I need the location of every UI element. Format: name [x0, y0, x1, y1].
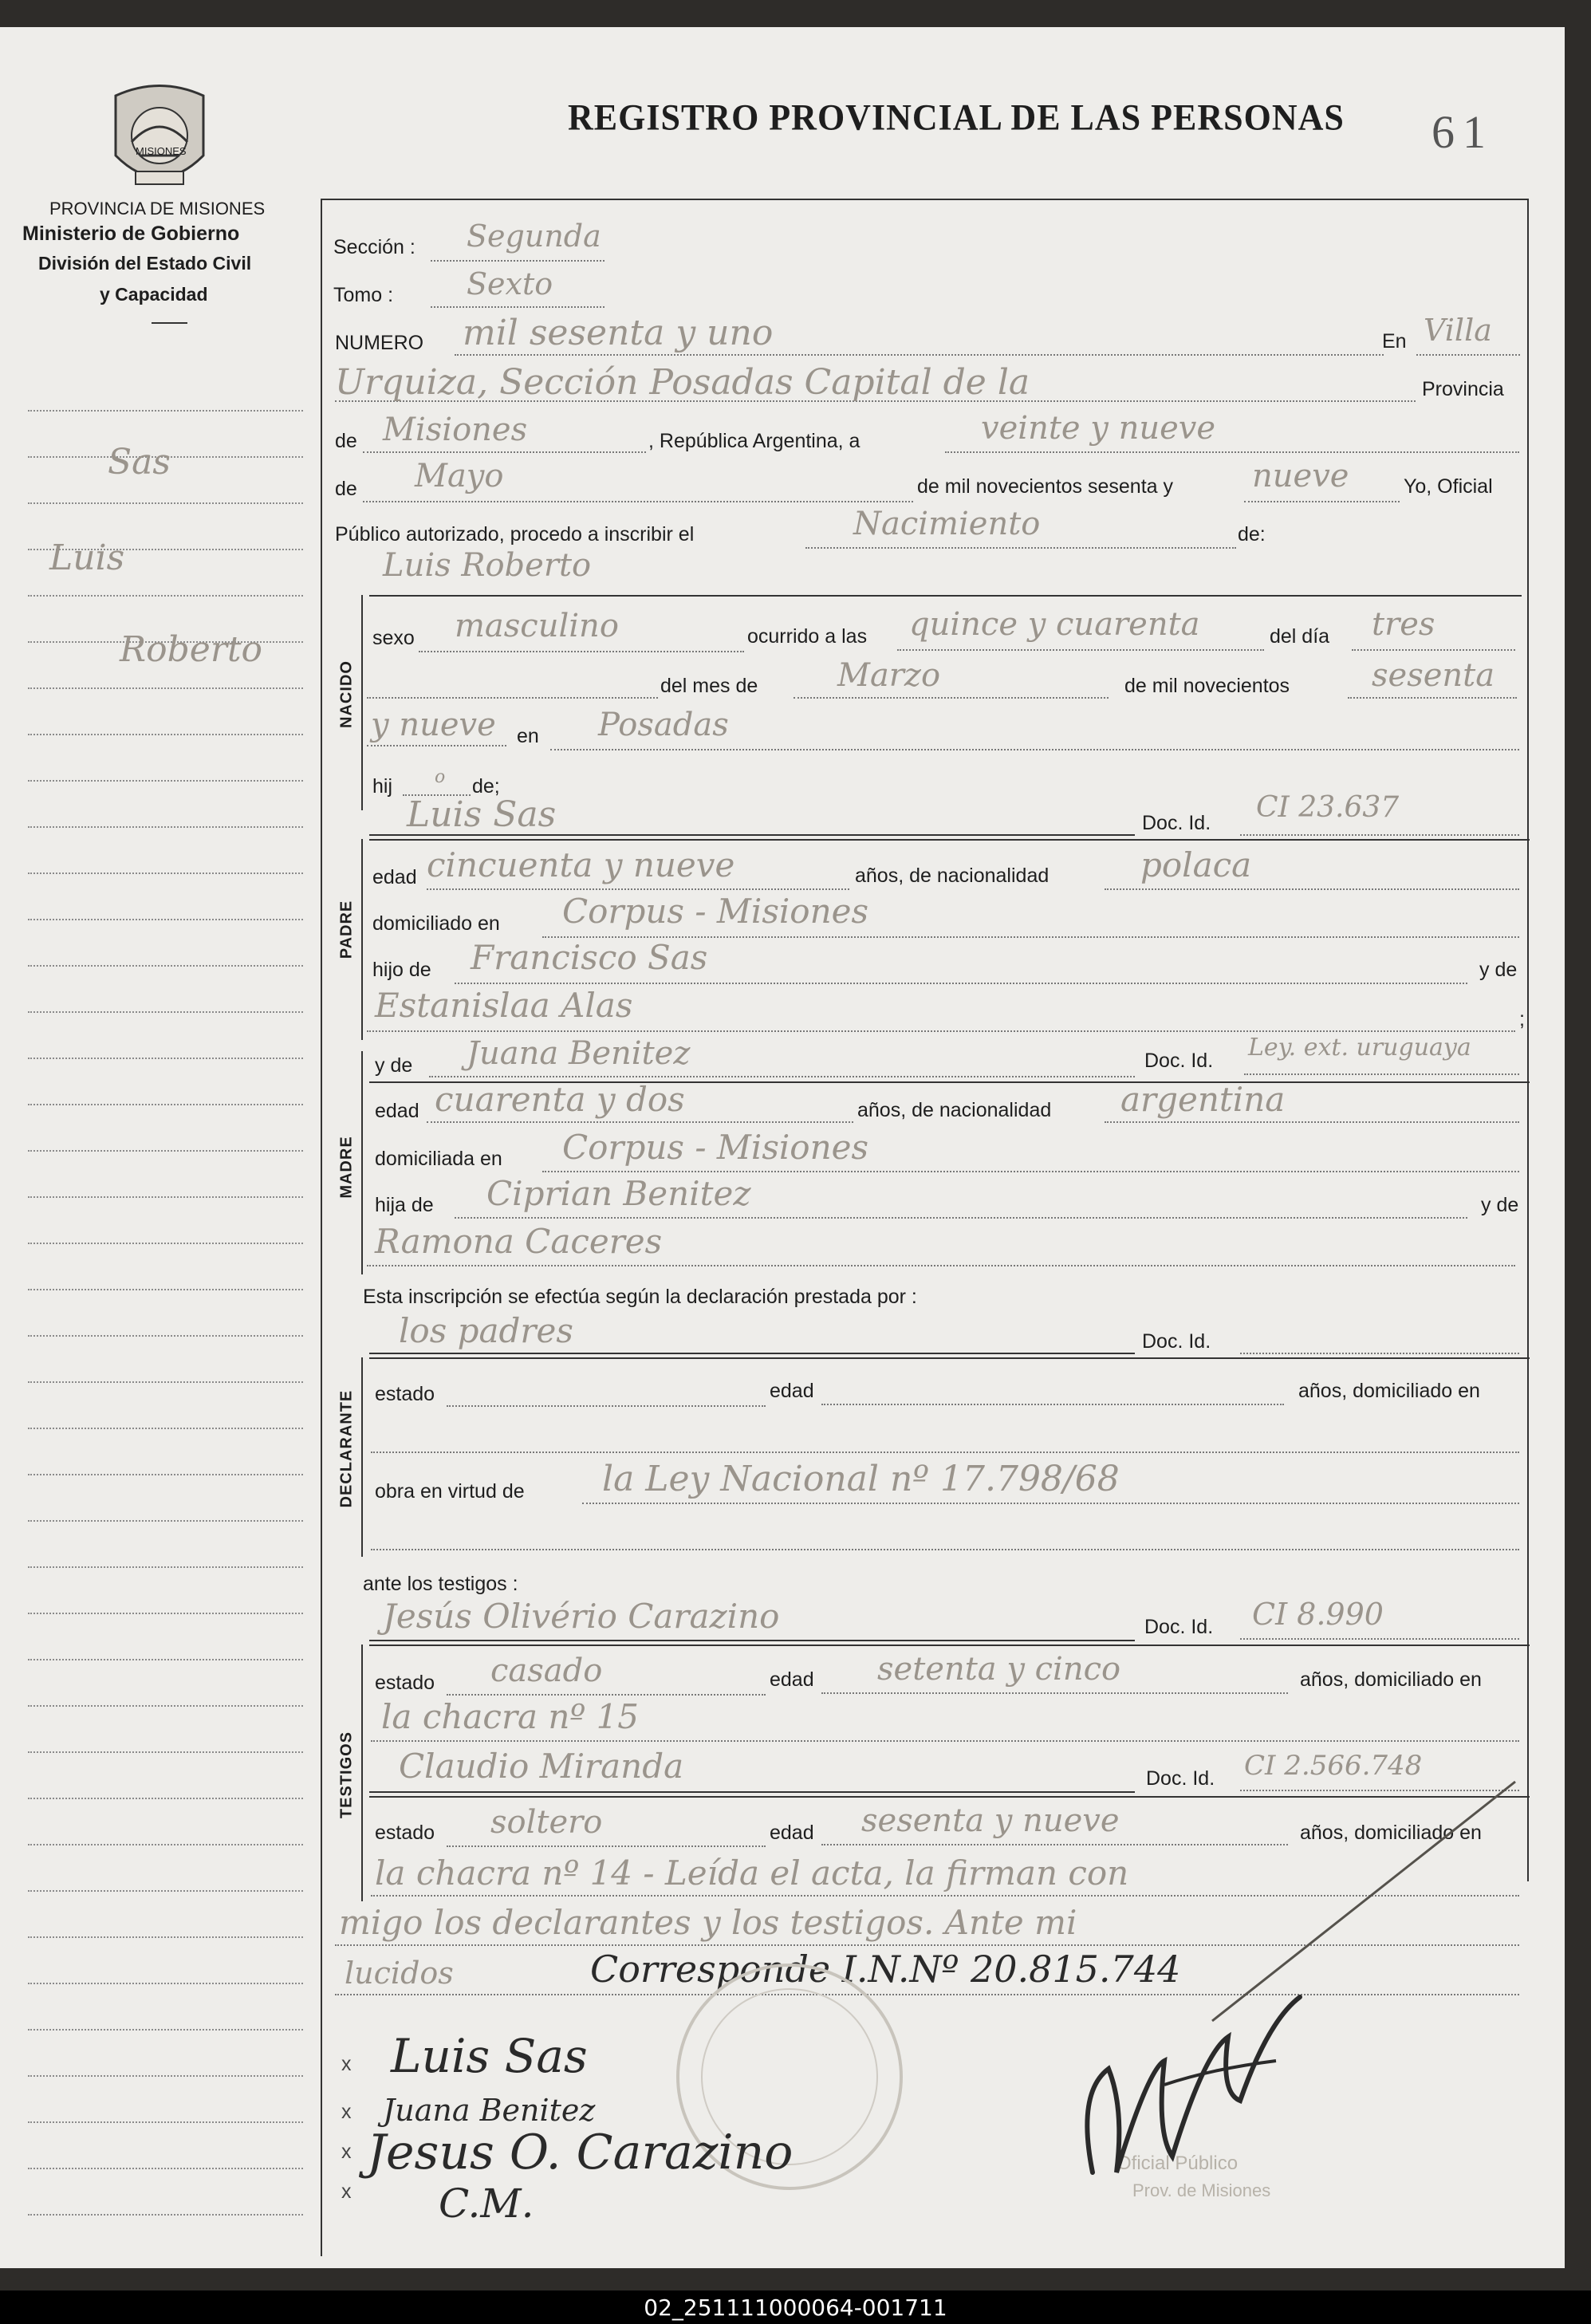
label-del-dia: del día — [1270, 625, 1330, 648]
value-testigo-2-estado: soltero — [490, 1804, 603, 1841]
label-testigo-1-doc: Doc. Id. — [1144, 1616, 1214, 1638]
value-dia-a: veinte y nueve — [981, 410, 1216, 447]
label-de-mil-novecientos: de mil novecientos — [1124, 675, 1290, 697]
signature-3: Jesus O. Carazino — [367, 2125, 794, 2180]
org-line-4: y Capacidad — [100, 284, 208, 305]
value-tomo: Sexto — [467, 266, 553, 301]
label-ocurrido: ocurrido a las — [747, 625, 868, 648]
margin-rule — [28, 965, 303, 967]
margin-rule — [28, 734, 303, 735]
note-line-1: la chacra nº 14 - Leída el acta, la firman con — [375, 1853, 1129, 1893]
label-publico: Público autorizado, procedo a inscribir el — [335, 523, 695, 546]
value-padre-hijo-de: Francisco Sas — [471, 938, 708, 977]
signature-2: Juana Benitez — [383, 2093, 596, 2128]
value-mes: Mayo — [415, 458, 504, 494]
label-testigo-1-anios: años, domiciliado en — [1300, 1668, 1482, 1691]
margin-rule — [28, 1335, 303, 1337]
label-de-2: de — [335, 478, 357, 500]
signature-mark: x — [341, 2141, 352, 2163]
label-del-mes: del mes de — [660, 675, 758, 697]
value-padre-madre: Estanislaa Alas — [375, 986, 633, 1025]
value-testigo-1-estado: casado — [490, 1652, 603, 1689]
margin-surname: Sas — [108, 442, 171, 483]
section-declarante: DECLARANTE — [337, 1389, 356, 1508]
label-testigo-2-doc: Doc. Id. — [1146, 1767, 1215, 1790]
label-testigo-2-edad: edad — [770, 1822, 814, 1844]
margin-rule — [28, 2029, 303, 2031]
value-madre-dom: Corpus - Misiones — [562, 1128, 869, 1167]
margin-rule — [28, 502, 303, 504]
label-padre-doc: Doc. Id. — [1142, 812, 1211, 834]
value-testigo-1-doc: CI 8.990 — [1252, 1597, 1384, 1632]
section-padre: PADRE — [337, 900, 356, 959]
label-testigo-2-estado: estado — [375, 1822, 435, 1844]
margin-rule — [28, 1243, 303, 1244]
margin-rule — [28, 826, 303, 828]
margin-rule — [28, 1428, 303, 1429]
label-madre-nac: años, de nacionalidad — [857, 1099, 1052, 1121]
margin-rule — [28, 1381, 303, 1383]
label-declarante-anios: años, domiciliado en — [1298, 1380, 1480, 1402]
signature-1: Luis Sas — [391, 2029, 588, 2083]
value-en: Villa — [1424, 313, 1492, 348]
value-lugar: Urquiza, Sección Posadas Capital de la — [335, 362, 1030, 403]
label-padre-y-de: y de — [1479, 959, 1518, 981]
margin-rule — [28, 1613, 303, 1614]
margin-given-1: Luis — [49, 538, 125, 578]
label-provincia: Provincia — [1422, 378, 1504, 400]
label-declarante-edad: edad — [770, 1380, 814, 1402]
label-en-lower: en — [517, 725, 539, 747]
value-testigo-1-dom: la chacra nº 15 — [381, 1697, 640, 1736]
value-madre-nombre: Juana Benitez — [467, 1035, 691, 1072]
label-madre-y-de: y de — [375, 1054, 413, 1077]
document-page — [0, 27, 1565, 2268]
section-testigos: TESTIGOS — [337, 1731, 356, 1819]
label-declarante-estado: estado — [375, 1383, 435, 1405]
margin-rule — [28, 2121, 303, 2123]
label-padre-dom: domiciliado en — [372, 912, 500, 935]
margin-rule — [28, 1983, 303, 1984]
label-yo-oficial: Yo, Oficial — [1404, 475, 1493, 498]
label-numero: NUMERO — [335, 332, 424, 354]
margin-rule — [28, 1289, 303, 1290]
margin-rule — [28, 872, 303, 874]
label-padre-hijo-de: hijo de — [372, 959, 431, 981]
label-republica: , República Argentina, a — [648, 430, 860, 452]
label-madre-y-de-2: y de — [1481, 1194, 1519, 1216]
value-madre-madre: Ramona Caceres — [375, 1222, 663, 1261]
label-seccion: Sección : — [333, 236, 415, 258]
section-madre: MADRE — [337, 1136, 356, 1199]
label-testigos: ante los testigos : — [363, 1573, 518, 1595]
margin-rule — [28, 919, 303, 920]
value-madre-doc: Ley. ext. uruguaya — [1248, 1034, 1471, 1062]
margin-rule — [28, 1844, 303, 1845]
page-number: 61 — [1432, 106, 1494, 158]
label-madre-dom: domiciliada en — [375, 1148, 502, 1170]
value-testigo-2: Claudio Miranda — [399, 1747, 684, 1786]
stamp-text-2: Prov. de Misiones — [1132, 2180, 1271, 2200]
note-line-3: Corresponde I.N.Nº 20.815.744 — [590, 1948, 1181, 1991]
value-sexo: masculino — [455, 608, 619, 644]
margin-rule — [28, 780, 303, 782]
page-title: REGISTRO PROVINCIAL DE LAS PERSONAS — [568, 97, 1345, 139]
margin-rule — [28, 1705, 303, 1707]
stamp-text-1: Oficial Público — [1116, 2153, 1239, 2174]
label-de-semicolon: de; — [472, 775, 500, 798]
margin-rule — [28, 1474, 303, 1475]
margin-rule — [28, 1196, 303, 1198]
value-padre-nombre: Luis Sas — [407, 794, 557, 835]
margin-rule — [28, 687, 303, 689]
margin-rule — [28, 1659, 303, 1660]
value-testigo-2-doc: CI 2.566.748 — [1244, 1750, 1423, 1782]
margin-rule — [28, 1751, 303, 1753]
label-inscripcion: Esta inscripción se efectúa según la declaración prestada por : — [363, 1286, 917, 1308]
label-obra: obra en virtud de — [375, 1480, 525, 1503]
value-hora: quince y cuarenta — [909, 606, 1200, 643]
image-id: 02_251111000064-001711 — [644, 2294, 947, 2321]
provincial-seal-icon — [108, 80, 211, 199]
label-sexo: sexo — [372, 627, 415, 649]
value-madre-edad: cuarenta y dos — [435, 1080, 685, 1119]
value-lugar-nac: Posadas — [598, 707, 729, 743]
cancel-stroke-icon — [1196, 1766, 1531, 2037]
value-anio: nueve — [1252, 458, 1349, 494]
label-madre-doc: Doc. Id. — [1144, 1050, 1214, 1072]
value-obra: la Ley Nacional nº 17.798/68 — [602, 1459, 1120, 1499]
margin-rule — [28, 595, 303, 597]
section-nacido: NACIDO — [337, 660, 356, 728]
signature-mark: x — [341, 2180, 352, 2203]
label-madre-edad: edad — [375, 1100, 419, 1122]
org-line-3: División del Estado Civil — [38, 253, 252, 274]
label-de-mil-sesenta: de mil novecientos sesenta y — [917, 475, 1174, 498]
value-madre-hija-de: Ciprian Benitez — [486, 1174, 751, 1213]
value-testigo-2-edad: sesenta y nueve — [861, 1802, 1120, 1839]
margin-rule — [28, 2075, 303, 2077]
value-hij-suffix: o — [435, 767, 446, 787]
margin-rule — [28, 1936, 303, 1938]
value-padre-doc: CI 23.637 — [1256, 791, 1400, 824]
margin-rule — [28, 1890, 303, 1892]
label-tomo: Tomo : — [333, 284, 394, 306]
value-madre-nac: argentina — [1120, 1080, 1286, 1119]
value-dia: tres — [1372, 606, 1435, 643]
value-declarante: los padres — [399, 1311, 573, 1350]
org-line-2: Ministerio de Gobierno — [22, 223, 240, 245]
value-nombre: Luis Roberto — [383, 547, 592, 584]
margin-rule — [28, 1520, 303, 1522]
org-line-1: PROVINCIA DE MISIONES — [49, 199, 266, 219]
label-en: En — [1382, 330, 1407, 353]
value-provincia: Misiones — [383, 412, 528, 448]
signature-4: C.M. — [439, 2180, 534, 2227]
margin-rule — [28, 1150, 303, 1152]
value-padre-dom: Corpus - Misiones — [562, 892, 869, 931]
value-numero: mil sesenta y uno — [463, 313, 774, 353]
value-padre-edad: cincuenta y nueve — [427, 845, 735, 884]
value-testigo-1: Jesús Olivério Carazino — [383, 1597, 780, 1636]
label-padre-edad: edad — [372, 866, 417, 888]
label-testigo-1-estado: estado — [375, 1672, 435, 1694]
label-hij: hij — [372, 775, 393, 798]
margin-rule — [28, 410, 303, 412]
label-padre-semicolon: ; — [1519, 1008, 1525, 1030]
signature-mark: x — [341, 2101, 352, 2123]
value-anio-nac-2: y nueve — [371, 707, 496, 743]
value-seccion: Segunda — [467, 219, 601, 254]
margin-rule — [28, 1058, 303, 1059]
note-line-2: migo los declarantes y los testigos. Ante mi — [339, 1903, 1077, 1942]
note-prefix: lucidos — [345, 1956, 454, 1991]
margin-rule — [28, 1566, 303, 1568]
value-anio-nac-1: sesenta — [1372, 657, 1495, 694]
margin-rule — [28, 1011, 303, 1013]
value-acto: Nacimiento — [853, 506, 1041, 542]
seal-label-bottom: MISIONES — [136, 145, 187, 157]
margin-rule — [28, 1104, 303, 1105]
value-mes-nac: Marzo — [837, 657, 941, 694]
margin-rule — [28, 2168, 303, 2169]
label-testigo-1-edad: edad — [770, 1668, 814, 1691]
label-de-colon: de: — [1238, 523, 1266, 546]
value-testigo-1-edad: setenta y cinco — [877, 1651, 1121, 1688]
margin-rule — [28, 2214, 303, 2216]
signature-mark: x — [341, 2053, 352, 2075]
label-declarante-doc: Doc. Id. — [1142, 1330, 1211, 1353]
label-de-1: de — [335, 430, 357, 452]
label-madre-hija-de: hija de — [375, 1194, 434, 1216]
label-testigo-2-anios: años, domiciliado en — [1300, 1822, 1482, 1844]
margin-given-2: Roberto — [120, 629, 263, 670]
margin-rule — [28, 1798, 303, 1799]
value-padre-nac: polaca — [1140, 845, 1252, 884]
label-padre-nac: años, de nacionalidad — [855, 865, 1050, 887]
